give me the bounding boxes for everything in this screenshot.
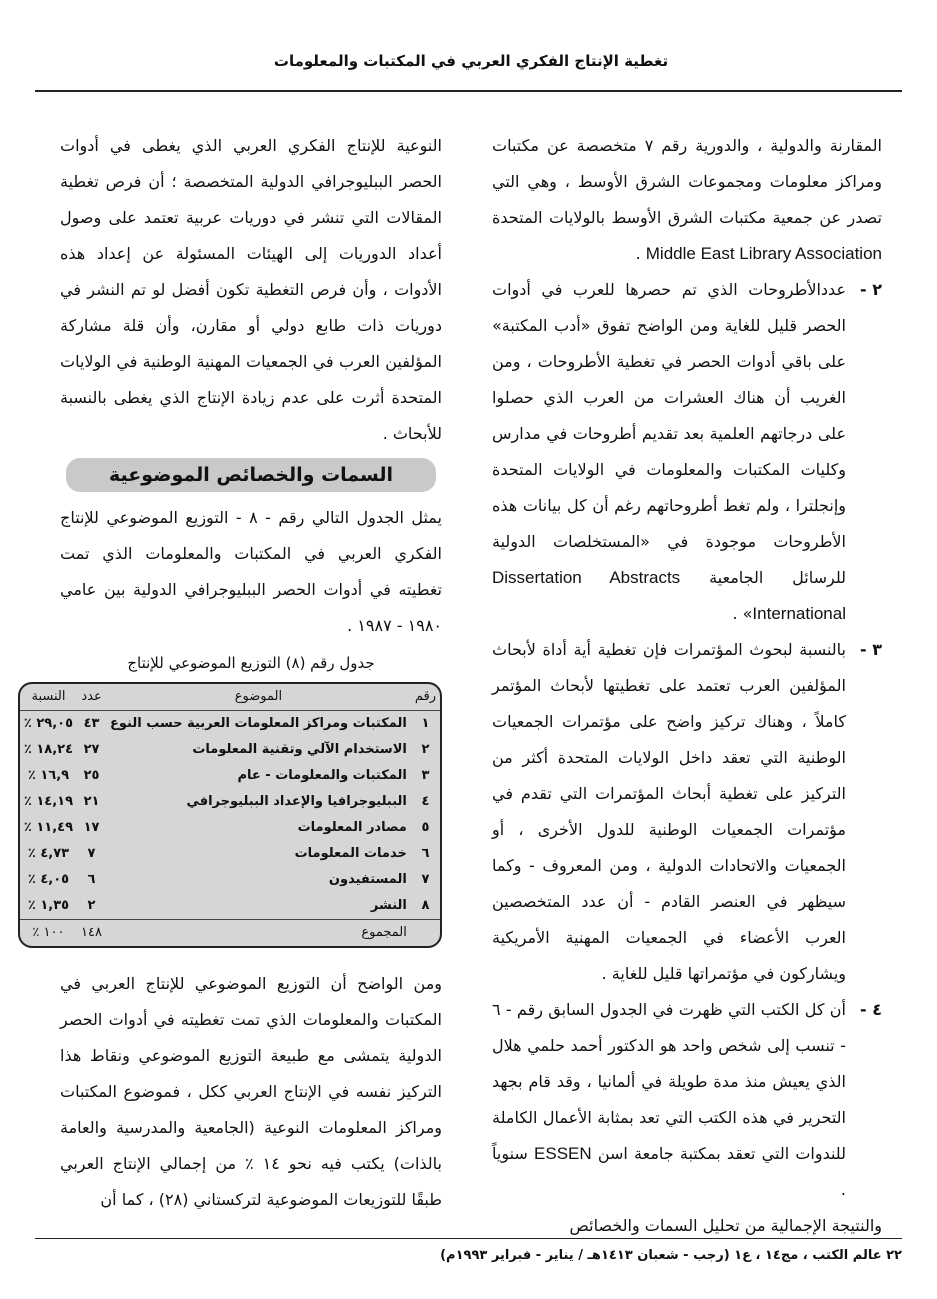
cell-num: ٧ [421, 872, 430, 887]
section-heading: السمات والخصائص الموضوعية [66, 458, 436, 492]
item-latin: ESSEN [534, 1144, 592, 1163]
header-pct: النسبة [20, 684, 77, 711]
list-item-4 [492, 992, 882, 1208]
table-header-row [20, 684, 440, 711]
table-row [20, 815, 440, 841]
header-topic: الموضوع [106, 684, 411, 711]
item-latin: Dissertation Abstracts International [492, 568, 846, 623]
cell-total-pct: ١٠٠ ٪ [20, 919, 77, 946]
cell-topic: المستفيدون [328, 872, 407, 887]
cell-topic: المكتبات والمعلومات - عام [237, 768, 407, 783]
table-row [20, 841, 440, 867]
table-row [20, 789, 440, 815]
cell-pct: ١,٣٥ ٪ [27, 898, 70, 913]
table-total-row [20, 919, 440, 946]
cell-total-count: ١٤٨ [77, 919, 106, 946]
item-number: ٣ - [860, 640, 882, 659]
header-count: عدد [77, 684, 106, 711]
bottom-paragraph: ومن الواضح أن التوزيع الموضوعي للإنتاج العربي في المكتبات والمعلومات الذي تمت تغطيته في أدوات الحصر الدولية يتمشى مع طبيعة التوزيع الموضوعي ونقاط هذا التركيز نفسه في الإنتاج العربي ككل ، فموضوع المكتبات ومراكز المعلومات النوعية (الجامعية والمدرسية والعامة بالذات) يكتب فيه نحو ١٤ ٪ من إجمالي الإنتاج العربي طبقًا للتوزيعات الموضوعية لتركستاني (٢٨) ، كما أن [60, 974, 443, 1209]
item-text: بالنسبة لبحوث المؤتمرات فإن تغطية أية أداة لأبحاث المؤلفين العرب تعتمد على تغطيتها لأبحاث المؤتمر كاملاً ، وهناك تركيز واضح على مؤتمرات الجمعيات الوطنية التي تعقد داخل الولايات المتحدة أكثر من التركيز على تغطية أبحاث المؤتمرات التي تقدم في مؤتمرات الجمعيات الوطنية للدول الأخرى ، أو الجمعيات والاتحادات الدولية ، ومن المعروف - وكما سيظهر في العنصر القادم - أن عدد المتخصصين العرب الأعضاء في الجمعيات المهنية الأمريكية ويشاركون في مؤتمراتها قليل للغاية . [492, 640, 846, 983]
left-column [23, 128, 443, 1218]
topic-distribution-table [18, 682, 442, 948]
footer-rule [35, 1238, 902, 1239]
item-number: ٢ - [860, 280, 882, 299]
item-text [492, 992, 846, 1208]
cell-topic: الاستخدام الآلي وتقنية المعلومات [192, 742, 407, 757]
cell-count: ٤٣ [83, 716, 100, 731]
cell-count: ١٧ [83, 820, 100, 835]
section-paragraph: يمثل الجدول التالي رقم - ٨ - التوزيع الموضوعي للإنتاج الفكري العربي في المكتبات والمعلومات الذي تمت تغطيته في أدوات الحصر الببليوجرافي الدولية بين عامي ١٩٨٠ - ١٩٨٧ . [60, 508, 442, 635]
cell-pct: ٤,٠٥ ٪ [27, 872, 70, 887]
cell-pct: ١٤,١٩ ٪ [23, 794, 74, 809]
table-row [20, 737, 440, 763]
cell-count: ٢٥ [83, 768, 100, 783]
cell-pct: ١٦,٩ ٪ [27, 768, 70, 783]
cell-count: ٢ [87, 898, 96, 913]
cell-topic: مصادر المعلومات [297, 820, 407, 835]
cell-count: ٧ [87, 846, 96, 861]
cell-num: ٦ [421, 846, 430, 861]
cell-topic: المكتبات ومراكز المعلومات العربية حسب النوع [110, 716, 407, 731]
closing-paragraph: والنتيجة الإجمالية من تحليل السمات والخصائص [569, 1216, 882, 1235]
item-suffix: سنوياً . [492, 1144, 846, 1199]
table-row [20, 711, 440, 737]
list-item-3 [492, 632, 882, 992]
cell-pct: ١١,٤٩ ٪ [23, 820, 74, 835]
running-head: تغطية الإنتاج الفكري العربي في المكتبات والمعلومات [273, 52, 669, 70]
header-num: رقم [411, 684, 440, 711]
cell-topic: النشر [370, 898, 407, 913]
item-body: أن كل الكتب التي ظهرت في الجدول السابق رقم - ٦ - تنسب إلى شخص واحد هو الدكتور أحمد حلمي هلال الذي يعيش منذ مدة طويلة في ألمانيا ، وقد قام بجهد التحرير في هذه الكتب التي تعد بمثابة الأعمال الكاملة للندوات التي تعقد بمكتبة جامعة اسن [492, 1000, 846, 1163]
cell-total-label: المجموع [106, 919, 411, 946]
cell-count: ٢٧ [83, 742, 100, 757]
cell-pct: ٤,٧٣ ٪ [27, 846, 70, 861]
cell-topic: الببليوجرافيا والإعداد الببليوجرافي [186, 794, 407, 809]
cell-num: ٥ [421, 820, 430, 835]
cell-count: ٢١ [83, 794, 100, 809]
cell-topic: خدمات المعلومات [294, 846, 407, 861]
cell-num: ٤ [421, 794, 430, 809]
header-rule [35, 90, 902, 92]
intro-text: المقارنة والدولية ، والدورية رقم ٧ متخصصة عن مكتبات ومراكز معلومات ومجموعات الشرق الأوسط ، وهي التي تصدر عن جمعية مكتبات الشرق الأوسط بالولايات المتحدة [492, 136, 882, 227]
item-text: عددالأطروحات الذي تم حصرها للعرب في أدوات الحصر قليل للغاية ومن الواضح تفوق «أدب المكتبة» على باقي أدوات الحصر في تغطية الأطروحات ، ومن الغريب أن هناك العشرات من العرب الذي حصلوا على درجاتهم العلمية بعد تقديم أطروحات في مدارس وكليات المكتبات والمعلومات في الولايات المتحدة وإنجلترا ، ولم تغط أطروحاتهم رغم أن كل بيانات هذه الأطروحات موجودة في «المستخلصات الدولية للرسائل الجامعية Dissertation Abstracts International» . [492, 280, 846, 623]
cell-num: ٢ [421, 742, 430, 757]
item-number: ٤ - [860, 1000, 882, 1019]
cell-num: ٨ [421, 898, 430, 913]
table-row [20, 893, 440, 919]
top-paragraph: النوعية للإنتاج الفكري العربي الذي يغطى في أدوات الحصر الببليوجرافي الدولية المتخصصة ؛ أن فرص تغطية المقالات التي تنشر في دوريات عربية تعتمد على وصول أعداد الدوريات إلى الهيئات المسئولة عن إعداد هذه الأدوات ، وأن فرص التغطية تكون أفضل لو تم النشر في دوريات ذات طابع دولي أو مقارن، وأن قلة مشاركة المؤلفين العرب في الجمعيات المهنية الوطنية في الولايات المتحدة أثرت على عدم زيادة الإنتاج الذي يغطى بالنسبة للأبحاث . [60, 136, 442, 443]
table-caption: جدول رقم (٨) التوزيع الموضوعي للإنتاج [127, 654, 375, 672]
cell-count: ٦ [87, 872, 96, 887]
spacer [60, 948, 442, 966]
list-item-2 [492, 272, 882, 632]
intro-paragraph: المقارنة والدولية ، والدورية رقم ٧ متخصصة عن مكتبات ومراكز معلومات ومجموعات الشرق الأوسط ، وهي التي تصدر عن جمعية مكتبات الشرق الأوسط بالولايات المتحدة Middle East Library Association . [492, 136, 882, 263]
table-row [20, 763, 440, 789]
table-row [20, 867, 440, 893]
cell-pct: ٢٩,٠٥ ٪ [23, 716, 74, 731]
cell-pct: ١٨,٢٤ ٪ [23, 742, 74, 757]
item-body: عددالأطروحات الذي تم حصرها للعرب في أدوات الحصر قليل للغاية ومن الواضح تفوق «أدب المكتبة» على باقي أدوات الحصر في تغطية الأطروحات ، ومن الغريب أن هناك العشرات من العرب الذي حصلوا على درجاتهم العلمية بعد تقديم أطروحات في مدارس وكليات المكتبات والمعلومات في الولايات المتحدة وإنجلترا ، ولم تغط أطروحاتهم رغم أن كل بيانات هذه الأطروحات موجودة في «المستخلصات الدولية للرسائل الجامعية [492, 280, 846, 587]
page-footer: ٢٢ عالم الكتب ، مج١٤ ، ع١ (رجب - شعبان ١٤١٣هـ / يناير - فبراير ١٩٩٣م) [440, 1248, 902, 1263]
intro-latin: Middle East Library Association [645, 244, 882, 263]
cell-num: ١ [421, 716, 430, 731]
right-column [492, 128, 882, 1244]
cell-num: ٣ [421, 768, 430, 783]
cell-num-empty [411, 919, 440, 946]
